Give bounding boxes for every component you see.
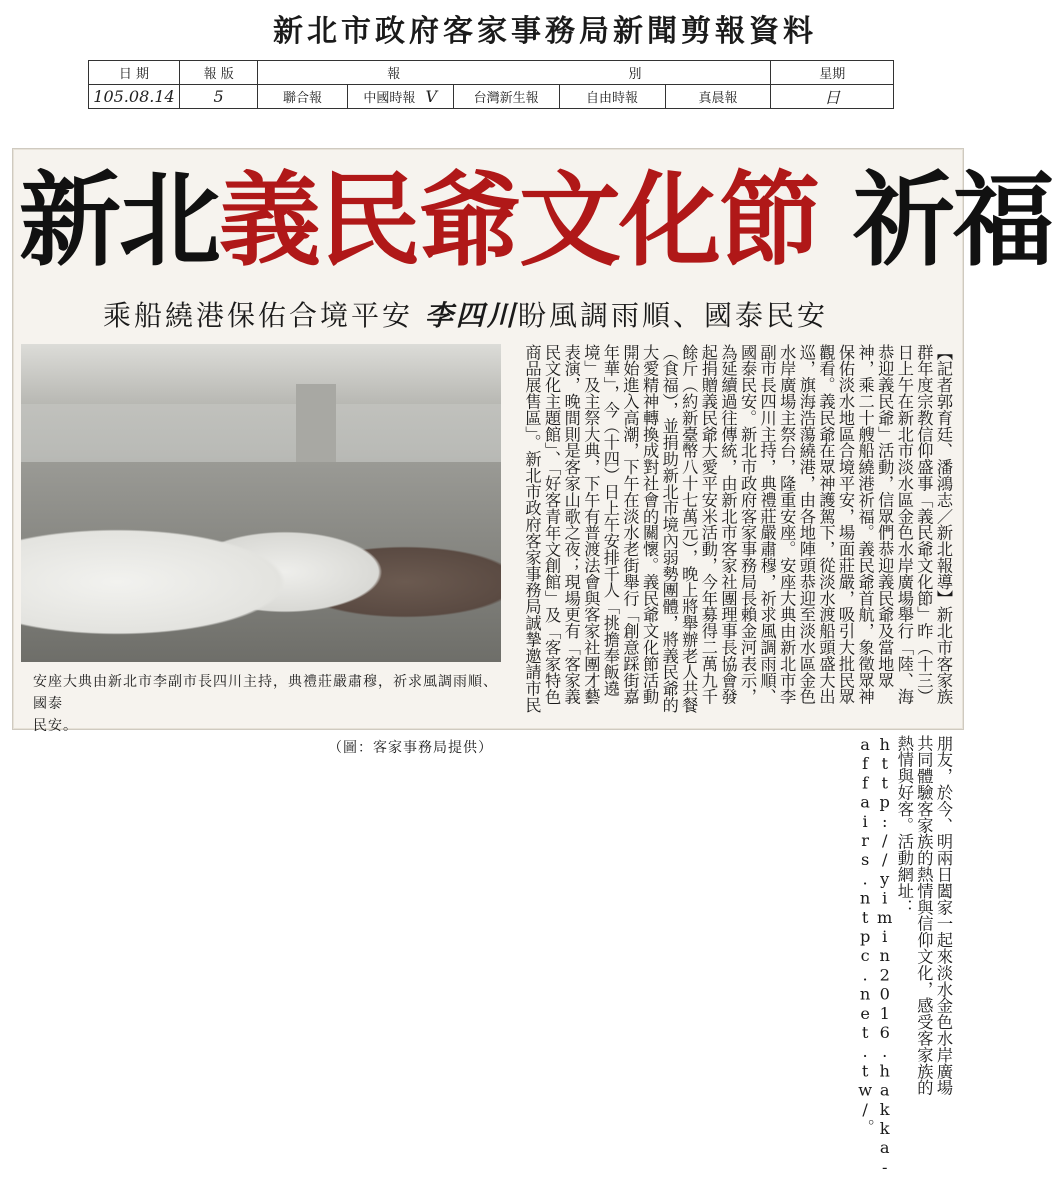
headline-part-2: 義民爺文化節 [219,162,819,281]
subhead-part-1: 乘船繞港保佑合境平安 [103,299,414,332]
weekday-value: 日 [771,85,894,109]
table-header-row [89,61,894,85]
photo-credit: （圖：客家事務局提供） [328,740,493,756]
header-weekday: 星期 [771,61,894,85]
subhead-part-2: 盼風調雨順、國泰民安 [517,299,828,332]
article-headline [19,157,1053,287]
caption-line-1: 安座大典由新北市李副市長四川主持，典禮莊嚴肅穆，祈求風調雨順、國泰 [33,674,498,712]
page-value: 5 [179,85,257,109]
article-body [513,344,953,1177]
paper-liberty: 自由時報 [559,85,665,109]
header-page: 報 版 [179,61,257,85]
article-photo [21,344,501,662]
photo-canopy [21,344,501,404]
caption-line-2: 民安。 [33,718,78,734]
paper-chinatimes: 中國時報 V [347,85,453,109]
header-paper [258,61,771,85]
document-title: 新北市政府客家事務局新聞剪報資料 [273,14,817,49]
header-paper-label: 報 [387,67,401,82]
subhead-name: 李四川 [424,299,518,332]
clipping-info-table [88,60,894,109]
table-value-row [89,85,894,109]
photo-caption [33,671,503,759]
date-value: 105.08.14 [89,85,180,109]
paper-udn: 聯合報 [258,85,347,109]
paper-zhenchen: 真晨報 [665,85,771,109]
article-subheadline [103,294,963,334]
article-body-text: 【記者郭育廷、潘鴻志／新北報導】新北市客家族群年度宗教信仰盛事「義民爺文化節」昨（十三）日上午在新北市淡水區金色水岸廣場舉行「陸、海恭迎義民爺」活動，信眾們恭迎義民爺及當地眾神，乘二十艘船繞港祈福。義民爺首航，象徵眾神保佑淡水地區合境平安，場面莊嚴，吸引大批民眾觀看。義民爺在眾神護駕下，從淡水渡船頭盛大出巡，旗海浩蕩繞港，由各地陣頭恭迎至淡水區金色水岸廣場主祭台，隆重安座。安座大典由新北市李副市長四川主持，典禮莊嚴肅穆，祈求風調雨順、國泰民安。新北市政府客家事務局長賴金河表示，為延續過往傳統，由新北市客家社團理事長協會發起捐贈義民爺大愛平安米活動，今年募得二萬九千餘斤（約新臺幣八十七萬元），晚上將舉辦老人共餐（食福），並捐助新北市境內弱勢團體，將義民爺的大愛精神轉換成對社會的關懷。義民爺文化節活動開始進入高潮，下午在淡水老街舉行「創意踩街嘉年華」，今（十四）日上午安排千人「挑擔奉飯遶境」及主祭大典，下午有普渡法會與客家社團才藝表演，晚間則是客家山歌之夜；現場更有「客家義民文化主題館」、「好客青年文創館」及「客家特色商品展售區」。新北市政府客家事務局誠摯邀請市民朋友，於今、明兩日闔家一起來淡水金色水岸廣場共同體驗客家族的熱情與信仰文化，感受客家族的熱情與好客。活動網址：http://yimin2016.hakka-affairs.ntpc.net.tw/。 [522,344,953,1177]
header-paper-label-2: 別 [628,67,642,82]
paper-tsnews: 台灣新生報 [453,85,559,109]
photo-crowd [21,462,501,662]
headline-part-3: 祈福 [852,162,1053,281]
header-date: 日 期 [89,61,180,85]
headline-part-1: 新北 [19,162,219,281]
newspaper-clipping [12,148,1053,1177]
checked-mark: V [425,87,438,106]
